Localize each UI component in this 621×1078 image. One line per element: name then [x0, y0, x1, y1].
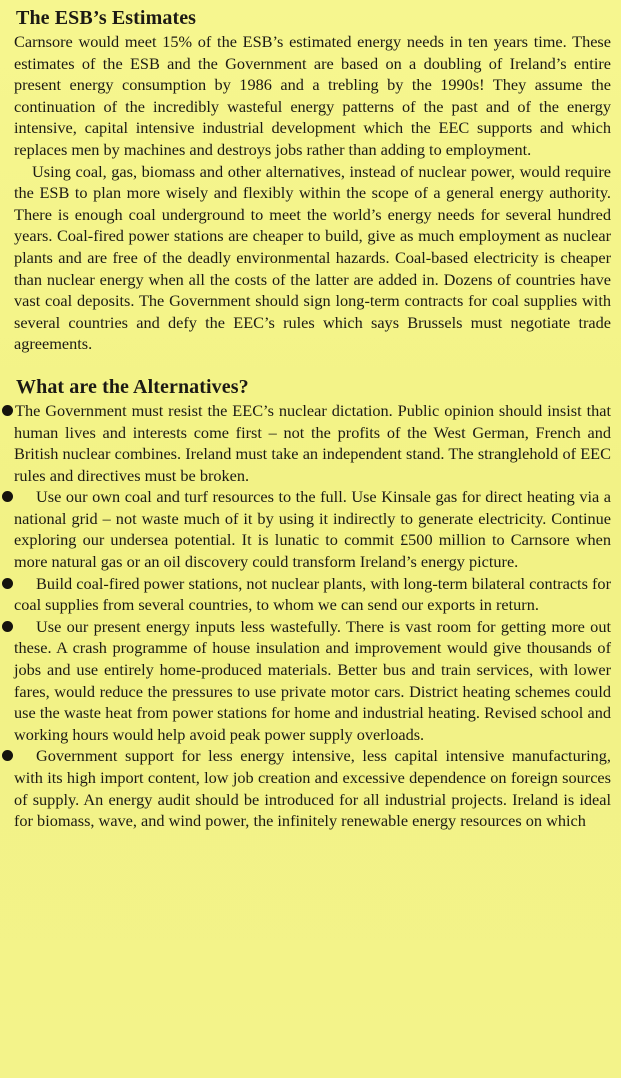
- list-item-text: Use our present energy inputs less wastefully. There is vast room for getting more out these. A crash programme of house insulation and improvement would give thousands of jobs and use entirely home-produced materials. Better bus and train services, with lower fares, would reduce the pressures to use private motor cars. District heating schemes could use the waste heat from power stations for home and industrial heating. Revised school and working hours would help avoid peak power supply overloads.: [14, 616, 611, 744]
- list-item-text: Use our own coal and turf resources to the full. Use Kinsale gas for direct heating via a national grid – not waste much of it by using it indirectly to generate electricity. Continue exploring our undersea potential. It is lunatic to commit £500 million to Carnsore when more natural gas or an oil discovery could transform Ireland’s energy picture.: [14, 487, 611, 572]
- paragraph: Using coal, gas, biomass and other alternatives, instead of nuclear power, would require the ESB to plan more wisely and flexibly within the scope of a general energy authority. There is enough coal underground to meet the world’s energy needs for several hundred years. Coal-fired power stations are cheaper to build, give as much employment as nuclear plants and are free of the deadly environmental hazards. Coal-based electricity is cheaper than nuclear energy when all the costs of the latter are added in. Dozens of countries have vast coal deposits. The Government should sign long-term contracts for coal supplies with several countries and defy the EEC’s rules which says Brussels must negotiate trade agreements.: [14, 161, 611, 354]
- bullet-icon: [2, 405, 13, 416]
- section-esb-estimates: [14, 6, 611, 355]
- list-item: [14, 486, 611, 572]
- alternatives-list: [14, 400, 611, 832]
- section-alternatives: [14, 375, 611, 832]
- bullet-icon: [2, 578, 13, 589]
- list-item: [14, 616, 611, 746]
- list-item-text: The Government must resist the EEC’s nuclear dictation. Public opinion should insist that human lives and interests come first – not the profits of the West German, French and British nuclear combines. Ireland must take an independent stand. The stranglehold of EEC rules and directives must be broken.: [14, 400, 611, 485]
- section-heading: What are the Alternatives?: [16, 375, 249, 398]
- paragraph: Carnsore would meet 15% of the ESB’s estimated energy needs in ten years time. These estimates of the ESB and the Government are based on a doubling of Ireland’s entire present energy consumption by 1986 and a trebling by the 1990s! They assume the continuation of the incredibly wasteful energy patterns of the past and of the energy intensive, capital intensive industrial development which the EEC supports and which replaces men by machines and destroys jobs rather than adding to employment.: [14, 32, 611, 159]
- bullet-icon: [2, 621, 13, 632]
- bullet-icon: [2, 491, 13, 502]
- list-item: [14, 573, 611, 616]
- section-heading: The ESB’s Estimates: [16, 7, 197, 29]
- bullet-icon: [2, 750, 13, 761]
- list-item: [14, 745, 611, 831]
- list-item: [14, 400, 611, 486]
- list-item-text: Government support for less energy intensive, less capital intensive manufacturing, with its high import content, low job creation and excessive dependence on foreign sources of supply. An energy audit should be introduced for all industrial projects. Ireland is ideal for biomass, wave, and wind power, the infinitely renewable energy resources on which: [14, 746, 611, 831]
- list-item-text: Build coal-fired power stations, not nuclear plants, with long-term bilateral contracts for coal supplies from several countries, to whom we can send our exports in return.: [14, 573, 611, 615]
